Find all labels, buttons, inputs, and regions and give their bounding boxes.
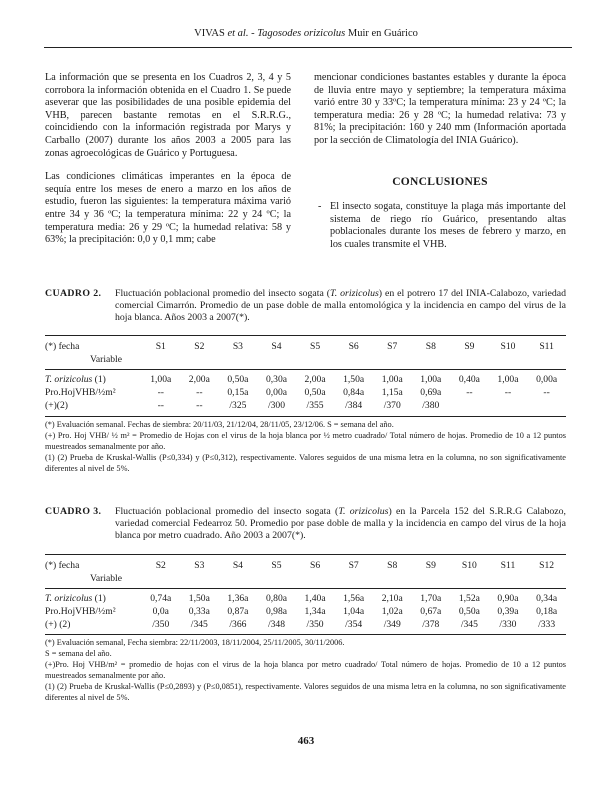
table2-note: (*) Evaluación semanal. Fechas de siembra: 20/11/03, 21/12/04, 28/11/05, 23/12/06. S = semana del año. [45,420,394,429]
table2-col-header: S9 [464,341,475,352]
left-column [45,72,291,258]
table2-cell: -- [504,387,512,398]
table3-note: S = semana del año. [45,649,112,658]
table2-top-rule [45,335,566,336]
table3-cell: 1,02a [381,606,403,617]
conclusions-item: El insecto sogata, constituye la plaga más importante del sistema de riego río Guárico, presentando altas poblacionales durante los meses de febrero y marzo, en los cuales transmite el VHB. [330,201,566,250]
table2-col-header: S3 [232,341,243,352]
table3-cell: 0,33a [188,606,210,617]
table2-cell: -- [466,387,473,398]
table2-head-rule [45,369,566,370]
table2-col-header: S1 [155,341,166,352]
table3-notes [45,637,566,703]
table3 [45,560,566,632]
table2-cell: 0,30a [265,374,288,385]
table3-col-header: S3 [194,560,205,571]
table2-label: CUADRO 2. [45,288,102,299]
table2-cell: /370 [383,400,401,411]
table2-col-header: S6 [348,341,359,352]
table3-cell: /350 [152,619,170,630]
table2-cell: /380 [422,400,440,411]
table2-col-header: S7 [387,341,398,352]
table2-cell [450,400,489,413]
header-rule [44,47,572,48]
table2-cell: -- [196,400,203,411]
table3-head-fecha: (*) fecha [45,560,80,571]
table3-cell: 0,98a [265,606,288,617]
table2-col-header: S5 [310,341,321,352]
table2 [45,341,566,413]
table3-row-label: (+) (2) [45,619,71,630]
table2-cell: 0,50a [227,374,249,385]
table3-caption [45,506,566,546]
table3-cell: /378 [422,619,440,630]
table3-cell: 1,50a [188,593,210,604]
table3-cell: /354 [345,619,363,630]
conclusions-dash: - [318,201,322,212]
table3-cell: 2,10a [381,593,403,604]
table3-col-header: S6 [310,560,321,571]
table2-cell: 0,00a [265,387,288,398]
table3-cell: /333 [538,619,556,630]
table2-col-header: S4 [271,341,282,352]
table2-cell: 1,15a [381,387,403,398]
table3-row [45,606,566,619]
table2-head-fecha: (*) fecha [45,341,80,352]
table2-cell: -- [196,387,203,398]
table2-row [45,374,566,387]
table2-note: (+) Pro. Hoj VHB/ ½ m² = Promedio de Hojas con el virus de la hoja blanca por ½ metro cuadrado/ Total número de hojas. Promedio de 10 a 12 puntos muestreados semanalmente por año. [45,431,566,451]
table2-cell: 0,00a [536,374,558,385]
table3-caption-text: Fluctuación poblacional promedio del insecto sogata (T. orizicolus) en la Parcela 152 del S.R.R.G Calabozo, variedad comercial Fedearroz 50. Promedio por pase doble de malla y la incidencia en campo del virus de la hoja blanca por metro cuadrado. Año 2003 a 2007(*). [115,506,566,542]
table2-cell: -- [157,387,164,398]
table3-col-header: S5 [271,560,282,571]
table2-cell: /300 [267,400,286,411]
table2-cell: /355 [306,400,324,411]
table2-caption-text: Fluctuación poblacional promedio del insecto sogata (T. orizicolus) en el potrero 17 del INIA-Calabozo, variedad comercial Cimarrón. Promedio de un pase doble de malla entomológica y la incidencia en campo del virus de la hoja blanca. Años 2003 a 2007(*). [115,288,566,324]
table3-cell: 1,04a [343,606,365,617]
table3-cell: 1,56a [343,593,365,604]
right-paragraph: mencionar condiciones bastantes estables y durante la época de lluvia entre mayo y septiembre; la temperatura máxima varió entre 30 y 33ºC; la temperatura mínima: 23 y 24 ºC; la temperatura media: 26 y 28 ºC; la humedad relativa: 73 y 81%; la precipitación: 160 y 240 mm (Información aportada por la sección de Climatología del INIA Guárico). [314,72,566,146]
table3-cell: 0,18a [536,606,558,617]
table3-note: (1) (2) Prueba de Kruskal-Wallis (P≤0,2893) y (P≤0,0851), respectivamente. Valores seguidos de una misma letra en la columna, no son significativamente diferentes al nivel de 5%. [45,682,566,702]
table2-cell: 1,00a [381,374,403,385]
table3-cell: 1,34a [304,606,326,617]
table2-cell [527,400,566,413]
table2-cell: 1,00a [420,374,442,385]
table2-cell: 0,84a [343,387,365,398]
table3-head-rule [45,588,566,589]
table2-cell: 0,69a [420,387,442,398]
table3-cell: 1,40a [304,593,326,604]
table3-head-variable: Variable [90,573,122,584]
table3-cell: 1,36a [227,593,249,604]
table2-row-label: (+)(2) [45,400,68,411]
table3-row-label: Pro.HojVHB/½m² [45,606,116,617]
table2-cell: -- [157,400,164,411]
table2-row [45,387,566,400]
table3-note: (*) Evaluación semanal, Fecha siembra: 22/11/2003, 18/11/2004, 25/11/2005, 30/11/2006. [45,638,345,647]
table3-cell: 1,70a [420,593,442,604]
table2-col-header: S11 [539,341,554,352]
table3-cell: 0,90a [497,593,519,604]
table3-cell: /349 [383,619,401,630]
table3-top-rule [45,554,566,555]
table3-bottom-rule [45,634,566,635]
table2-cell: 2,00a [188,374,210,385]
table2-cell: /384 [345,400,363,411]
table3-cell: 0,0a [152,606,169,617]
table3-cell: 0,34a [536,593,558,604]
table3-col-header: S11 [500,560,516,571]
table3-row-label: T. orizicolus (1) [45,593,106,604]
table2-cell: 1,00a [150,374,172,385]
table3-col-header: S4 [232,560,243,571]
table3-row [45,593,566,606]
table2-notes [45,419,566,474]
table2-cell: /325 [229,400,247,411]
table3-cell: /345 [460,619,478,630]
table3-cell: /330 [499,619,517,630]
table3-label: CUADRO 3. [45,506,102,517]
left-paragraph-1: La información que se presenta en los Cuadros 2, 3, 4 y 5 corrobora la información obtenida en el Cuadro 1. Se puede aseverar que las posibilidades de una posible epidemia del VHB, parecen bastante remotas en el S.R.R.G., coincidiendo con la información registrada por Marys y Carballo (2007) durante los años 2003 a 2005 para las zonas agroecológicas de Guárico y Portuguesa. [45,72,291,159]
table3-cell: 0,87a [227,606,249,617]
table2-cell: 0,40a [458,374,480,385]
table3-cell: 0,74a [150,593,172,604]
table3-row [45,619,566,632]
table3-col-header: S8 [387,560,398,571]
table3-cell: /350 [306,619,324,630]
table3-cell: 0,50a [458,606,480,617]
table2-cell [489,400,528,413]
table2-col-header: S2 [194,341,205,352]
table2-row-label: T. orizicolus (1) [45,374,106,385]
table2-note: (1) (2) Prueba de Kruskal-Wallis (P≤0,334) y (P≤0,312), respectivamente. Valores seguidos de una misma letra en la columna, no son significativamente diferentes al nivel de 5%. [45,453,566,473]
table3-col-header: S10 [461,560,477,571]
table2-row [45,400,566,413]
table2-col-header: S10 [500,341,516,352]
table2-cell: 0,15a [227,387,249,398]
table2-cell: 2,00a [304,374,326,385]
table3-cell: 1,52a [458,593,480,604]
table3-cell: /366 [229,619,247,630]
table3-cell: 0,67a [420,606,442,617]
table2-cell: -- [543,387,550,398]
right-column [314,72,566,159]
running-header: VIVAS et al. - Tagosodes orizicolus Muir en Guárico [194,28,418,39]
table2-bottom-rule [45,416,566,417]
table3-col-header: S9 [425,560,436,571]
page-number: 463 [297,735,315,747]
table3-cell: /348 [267,619,286,630]
table3-col-header: S12 [539,560,555,571]
conclusions-heading: CONCLUSIONES [392,176,488,188]
table2-row-label: Pro.HojVHB/½m² [45,387,116,398]
table3-cell: 0,80a [265,593,288,604]
table3-col-header: S7 [348,560,359,571]
table2-caption [45,288,566,328]
table2-col-header: S8 [425,341,436,352]
left-paragraph-2: Las condiciones climáticas imperantes en la época de sequía entre los meses de enero a marzo en los años de estudio, fueron las siguientes: la temperatura máxima varió entre 34 y 36 ºC; la temperatura mínima: 22 y 24 ºC; la temperatura media: 26 y 29 ºC; la humedad relativa: 58 y 63%; la precipitación: 0,0 y 0,1 mm; cabe [45,171,291,246]
table2-head-variable: Variable [90,354,122,365]
table3-cell: /345 [190,619,208,630]
table2-cell: 1,00a [497,374,519,385]
table3-cell: 0,39a [497,606,519,617]
table3-note: (+)Pro. Hoj VHB/m² = promedio de hojas con el virus de la hoja blanca por metro cuadrado/ Total número de hojas. Promedio de 10 a 12 puntos muestreados semanalmente por año. [45,660,566,680]
table2-cell: 0,50a [304,387,326,398]
table3-col-header: S2 [155,560,166,571]
table2-cell: 1,50a [343,374,365,385]
